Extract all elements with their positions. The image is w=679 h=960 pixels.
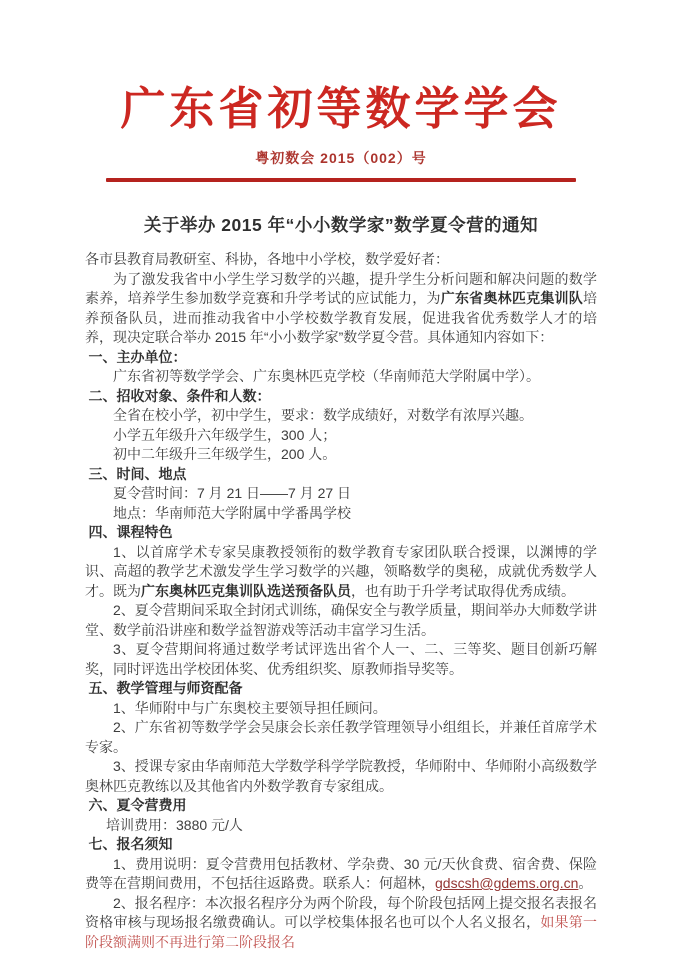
registration-p2-pre: 2、报名程序：本次报名程序分为两个阶段，每个阶段包括网上提交报名表报名资格审核与现场报名缴费确认。可以学校集体报名也可以个人名义报名， <box>85 894 597 930</box>
email-link[interactable]: gdscsh@gdems.org.cn <box>435 875 579 891</box>
course-p1-post: ，也有助于升学考试取得优秀成绩。 <box>351 582 575 599</box>
section-item-camp-location: 地点：华南师范大学附属中学番禺学校 <box>113 504 351 521</box>
section-item: 广东省初等数学学会、广东奥林匹克学校（华南师范大学附属中学）。 <box>113 368 540 384</box>
doc-number: 粤初数会 2015（002）号 <box>255 150 427 166</box>
course-p1-bold: 广东奥林匹克集训队选送预备队员 <box>141 582 351 599</box>
intro-paragraph <box>85 270 597 348</box>
intro-pre: 为了激发我省中小学生学习数学的兴趣，提升学生分析问题和解决问题的数学素养，培养学生参加数学竞赛和升学考试的应试能力，为 <box>85 270 597 306</box>
section-item-camp-dates: 夏令营时间：7 月 21 日——7 月 27 日 <box>113 485 352 501</box>
section-heading-management: 五、教学管理与师资配备 <box>88 680 243 696</box>
registration-p1-pre: 1、费用说明：夏令营费用包括教材、学杂费、30 元/天伙食费、宿舍费、保险费等在营期间费用，不包括往返路费。联系人：何超林， <box>85 855 597 891</box>
management-paragraph-3: 3、授课专家由华南师范大学数学科学学院教授，华师附中、华师附小高级数学奥林匹克教练以及其他省内外数学教育专家组成。 <box>85 758 597 794</box>
course-paragraph-1 <box>85 543 597 602</box>
section-item-training-fee: 培训费用：3880 元/人 <box>106 816 243 833</box>
course-paragraph-2: 2、夏令营期间采取全封闭式训练，确保安全与教学质量，期间举办大师数学讲堂、数学前沿讲座和数学益智游戏等活动丰富学习生活。 <box>85 602 597 638</box>
section-heading-admission: 二、招收对象、条件和人数： <box>88 387 271 404</box>
section-heading-time-place: 三、时间、地点 <box>88 465 187 482</box>
salutation: 各市县教育局教研室、科协，各地中小学校，数学爱好者： <box>85 251 449 267</box>
management-paragraph-1: 1、华师附中与广东奥校主要领导担任顾问。 <box>113 699 387 716</box>
registration-paragraph-2 <box>85 894 597 953</box>
section-heading-fees: 六、夏令营费用 <box>88 797 187 813</box>
org-title: 广东省初等数学学会 <box>120 84 562 134</box>
course-paragraph-3: 3、夏令营期间将通过数学考试评选出省个人一、二、三等奖、题目创新巧解奖，同时评选出学校团体奖、优秀组织奖、原教师指导奖等。 <box>85 641 597 677</box>
registration-warning: 如果第一阶段额满则不再进行第二阶段报名 <box>85 914 597 950</box>
notice-body <box>85 250 597 952</box>
intro-post: 培养预备队员，进而推动我省中小学校数学教育发展，促进我省优秀数学人才的培养，现决定联合举办 2015 年“小小数学家”数学夏令营。具体通知内容如下： <box>85 290 598 345</box>
section-item: 小学五年级升六年级学生，300 人； <box>113 426 337 443</box>
course-p1-pre: 1、以首席学术专家吴康教授领衔的数学教育专家团队联合授课，以渊博的学识、高超的教学艺术激发学生学习数学的兴趣，领略数学的奥秘，成就优秀数学人才。既为 <box>85 543 597 599</box>
management-paragraph-2: 2、广东省初等数学学会吴康会长亲任教学管理领导小组组长，并兼任首席学术专家。 <box>85 719 597 755</box>
intro-bold: 广东省奥林匹克集训队 <box>440 290 584 306</box>
notice-title: 关于举办 2015 年“小小数学家”数学夏令营的通知 <box>143 215 539 235</box>
registration-p1-post: 。 <box>578 875 593 891</box>
section-heading-course-features: 四、课程特色 <box>88 524 173 540</box>
section-item: 全省在校小学，初中学生，要求：数学成绩好，对数学有浓厚兴趣。 <box>113 407 533 423</box>
red-divider <box>106 178 576 182</box>
registration-paragraph-1 <box>85 855 597 894</box>
section-heading-hosts: 一、主办单位： <box>88 348 187 365</box>
section-heading-registration: 七、报名须知 <box>88 836 173 852</box>
section-item: 初中二年级升三年级学生，200 人。 <box>113 446 337 462</box>
